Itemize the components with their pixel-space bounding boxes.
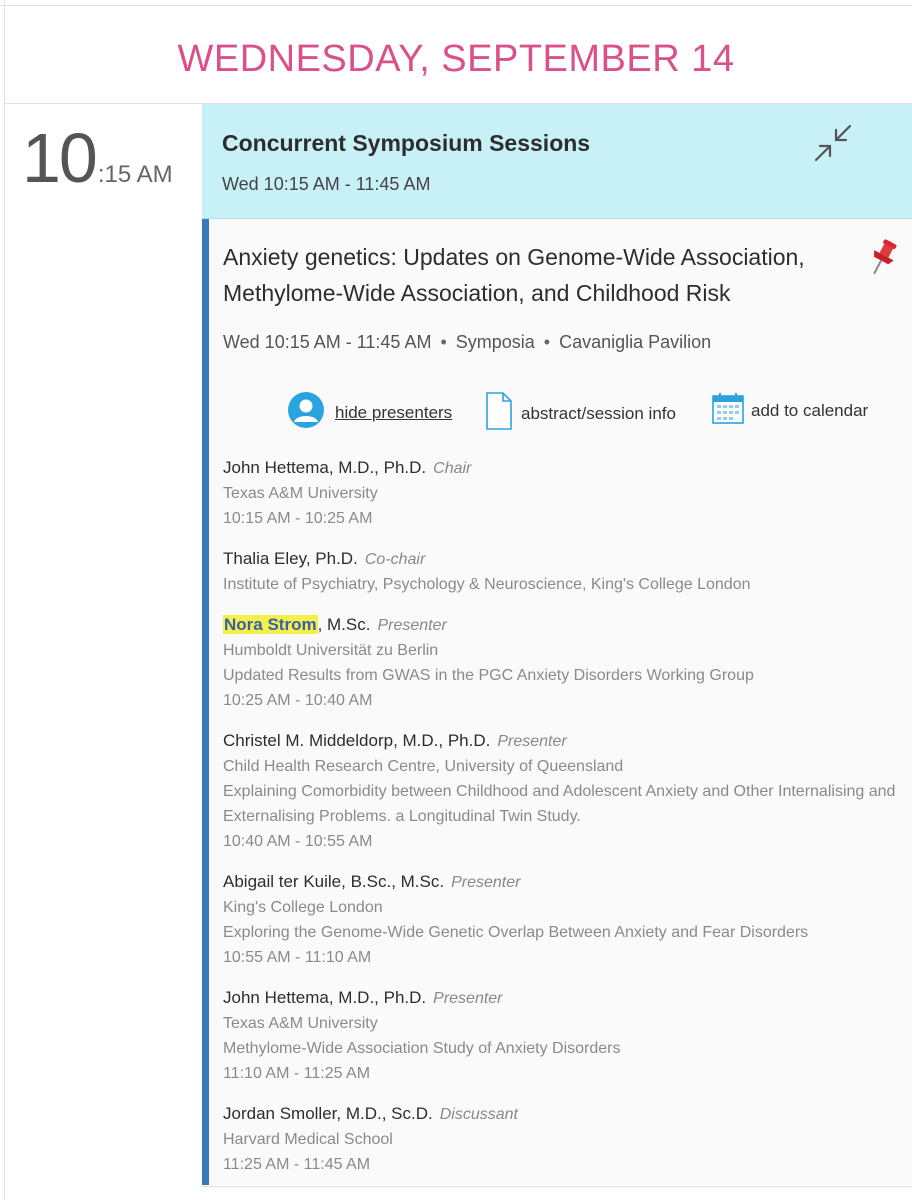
presenter-degrees: , B.Sc., M.Sc. (341, 872, 445, 891)
presenter-item (223, 546, 903, 597)
abstract-info-label[interactable]: abstract/session info (521, 403, 676, 423)
session-time: Wed 10:15 AM - 11:45 AM (222, 174, 431, 194)
detail-meta (223, 332, 711, 353)
presenter-degrees: , M.Sc. (317, 615, 371, 634)
presenter-degrees: , Ph.D. (305, 549, 358, 568)
presenter-name[interactable]: John Hettema (223, 458, 329, 477)
presenter-time: 11:25 AM - 11:45 AM (223, 1156, 371, 1173)
meta-separator: • (543, 332, 551, 352)
presenter-time: 10:25 AM - 10:40 AM (223, 692, 373, 709)
top-border (0, 0, 912, 6)
time-minutes: :15 AM (97, 161, 173, 188)
time-column (22, 118, 197, 198)
presenter-affiliation: King's College London (223, 899, 383, 916)
presenter-affiliation: Texas A&M University (223, 485, 378, 502)
presenter-line (223, 869, 903, 895)
presenter-role: Chair (433, 460, 472, 477)
add-to-calendar-button[interactable] (711, 391, 868, 430)
calendar-icon (711, 391, 745, 430)
presenter-name[interactable]: Abigail ter Kuile (223, 872, 342, 891)
document-icon (483, 391, 515, 436)
pushpin-icon[interactable] (866, 237, 900, 279)
presenter-item (223, 455, 903, 531)
hide-presenters-button[interactable] (287, 391, 452, 434)
presenter-affiliation: Humboldt Universität zu Berlin (223, 642, 439, 659)
presenter-topic: Methylome-Wide Association Study of Anxiety Disorders (223, 1040, 621, 1057)
presenter-line (223, 612, 903, 638)
time-hour: 10 (22, 119, 96, 197)
presenter-degrees: , M.D., Ph.D. (328, 988, 427, 1007)
presenter-affiliation: Institute of Psychiatry, Psychology & Neuroscience, King's College London (223, 576, 751, 593)
presenter-name[interactable]: John Hettema (223, 988, 329, 1007)
left-rule (4, 0, 5, 1200)
session-title[interactable]: Concurrent Symposium Sessions (222, 130, 591, 156)
presenter-role: Presenter (451, 874, 521, 891)
presenter-role: Presenter (497, 733, 567, 750)
presenter-degrees: , M.D., Ph.D. (393, 731, 491, 750)
abstract-info-button[interactable] (483, 391, 676, 436)
hide-presenters-label[interactable]: hide presenters (335, 402, 453, 422)
presenter-role: Presenter (377, 617, 447, 634)
presenter-role: Presenter (433, 990, 503, 1007)
meta-time: Wed 10:15 AM - 11:45 AM (223, 332, 432, 352)
presenter-time: 10:40 AM - 10:55 AM (223, 833, 373, 850)
presenter-item (223, 728, 903, 854)
presenter-item (223, 1101, 903, 1177)
presenter-topic: Updated Results from GWAS in the PGC Anxiety Disorders Working Group (223, 667, 754, 684)
presenter-role: Discussant (439, 1106, 518, 1123)
meta-separator: • (440, 332, 447, 352)
presenter-line (223, 728, 903, 754)
presenter-item (223, 612, 903, 713)
presenter-affiliation: Texas A&M University (223, 1015, 378, 1032)
presenter-line (223, 455, 903, 481)
person-icon (287, 391, 325, 434)
collapse-arrows-icon[interactable] (812, 122, 854, 164)
presenter-name[interactable]: Jordan Smoller (223, 1104, 337, 1123)
presenter-time: 10:15 AM - 10:25 AM (223, 510, 373, 527)
presenter-degrees: , M.D., Sc.D. (336, 1104, 433, 1123)
presenter-item (223, 869, 903, 970)
bottom-rule (202, 1186, 912, 1187)
presenter-affiliation: Child Health Research Centre, University of Queensland (223, 758, 624, 775)
presenter-affiliation: Harvard Medical School (223, 1131, 393, 1148)
date-header: WEDNESDAY, SEPTEMBER 14 (177, 38, 735, 80)
presenter-name[interactable]: Thalia Eley (223, 549, 306, 568)
add-to-calendar-label[interactable]: add to calendar (751, 400, 869, 420)
detail-title[interactable]: Anxiety genetics: Updates on Genome-Wide Association, Methylome-Wide Association, and Childhood Risk (223, 244, 805, 306)
presenter-topic: Explaining Comorbidity between Childhood and Adolescent Anxiety and Other Internalising and Externalising Problems. a Longitudinal Twin Study. (223, 783, 896, 825)
presenter-line (223, 1101, 903, 1127)
presenter-line (223, 985, 903, 1011)
presenter-name[interactable]: Christel M. Middeldorp (223, 731, 394, 750)
presenter-item (223, 985, 903, 1086)
session-actions (287, 391, 907, 435)
presenter-degrees: , M.D., Ph.D. (328, 458, 427, 477)
presenter-line (223, 546, 903, 572)
presenters-list (223, 455, 903, 1192)
meta-location: Cavaniglia Pavilion (559, 332, 712, 352)
meta-type: Symposia (455, 332, 535, 352)
presenter-role: Co-chair (364, 551, 426, 568)
presenter-time: 11:10 AM - 11:25 AM (223, 1065, 371, 1082)
presenter-name-highlighted[interactable]: Nora Strom (224, 615, 317, 634)
presenter-time: 10:55 AM - 11:10 AM (223, 949, 372, 966)
session-detail-panel (202, 219, 912, 1185)
presenter-topic: Exploring the Genome-Wide Genetic Overlap Between Anxiety and Fear Disorders (223, 924, 809, 941)
session-header[interactable] (202, 104, 912, 219)
